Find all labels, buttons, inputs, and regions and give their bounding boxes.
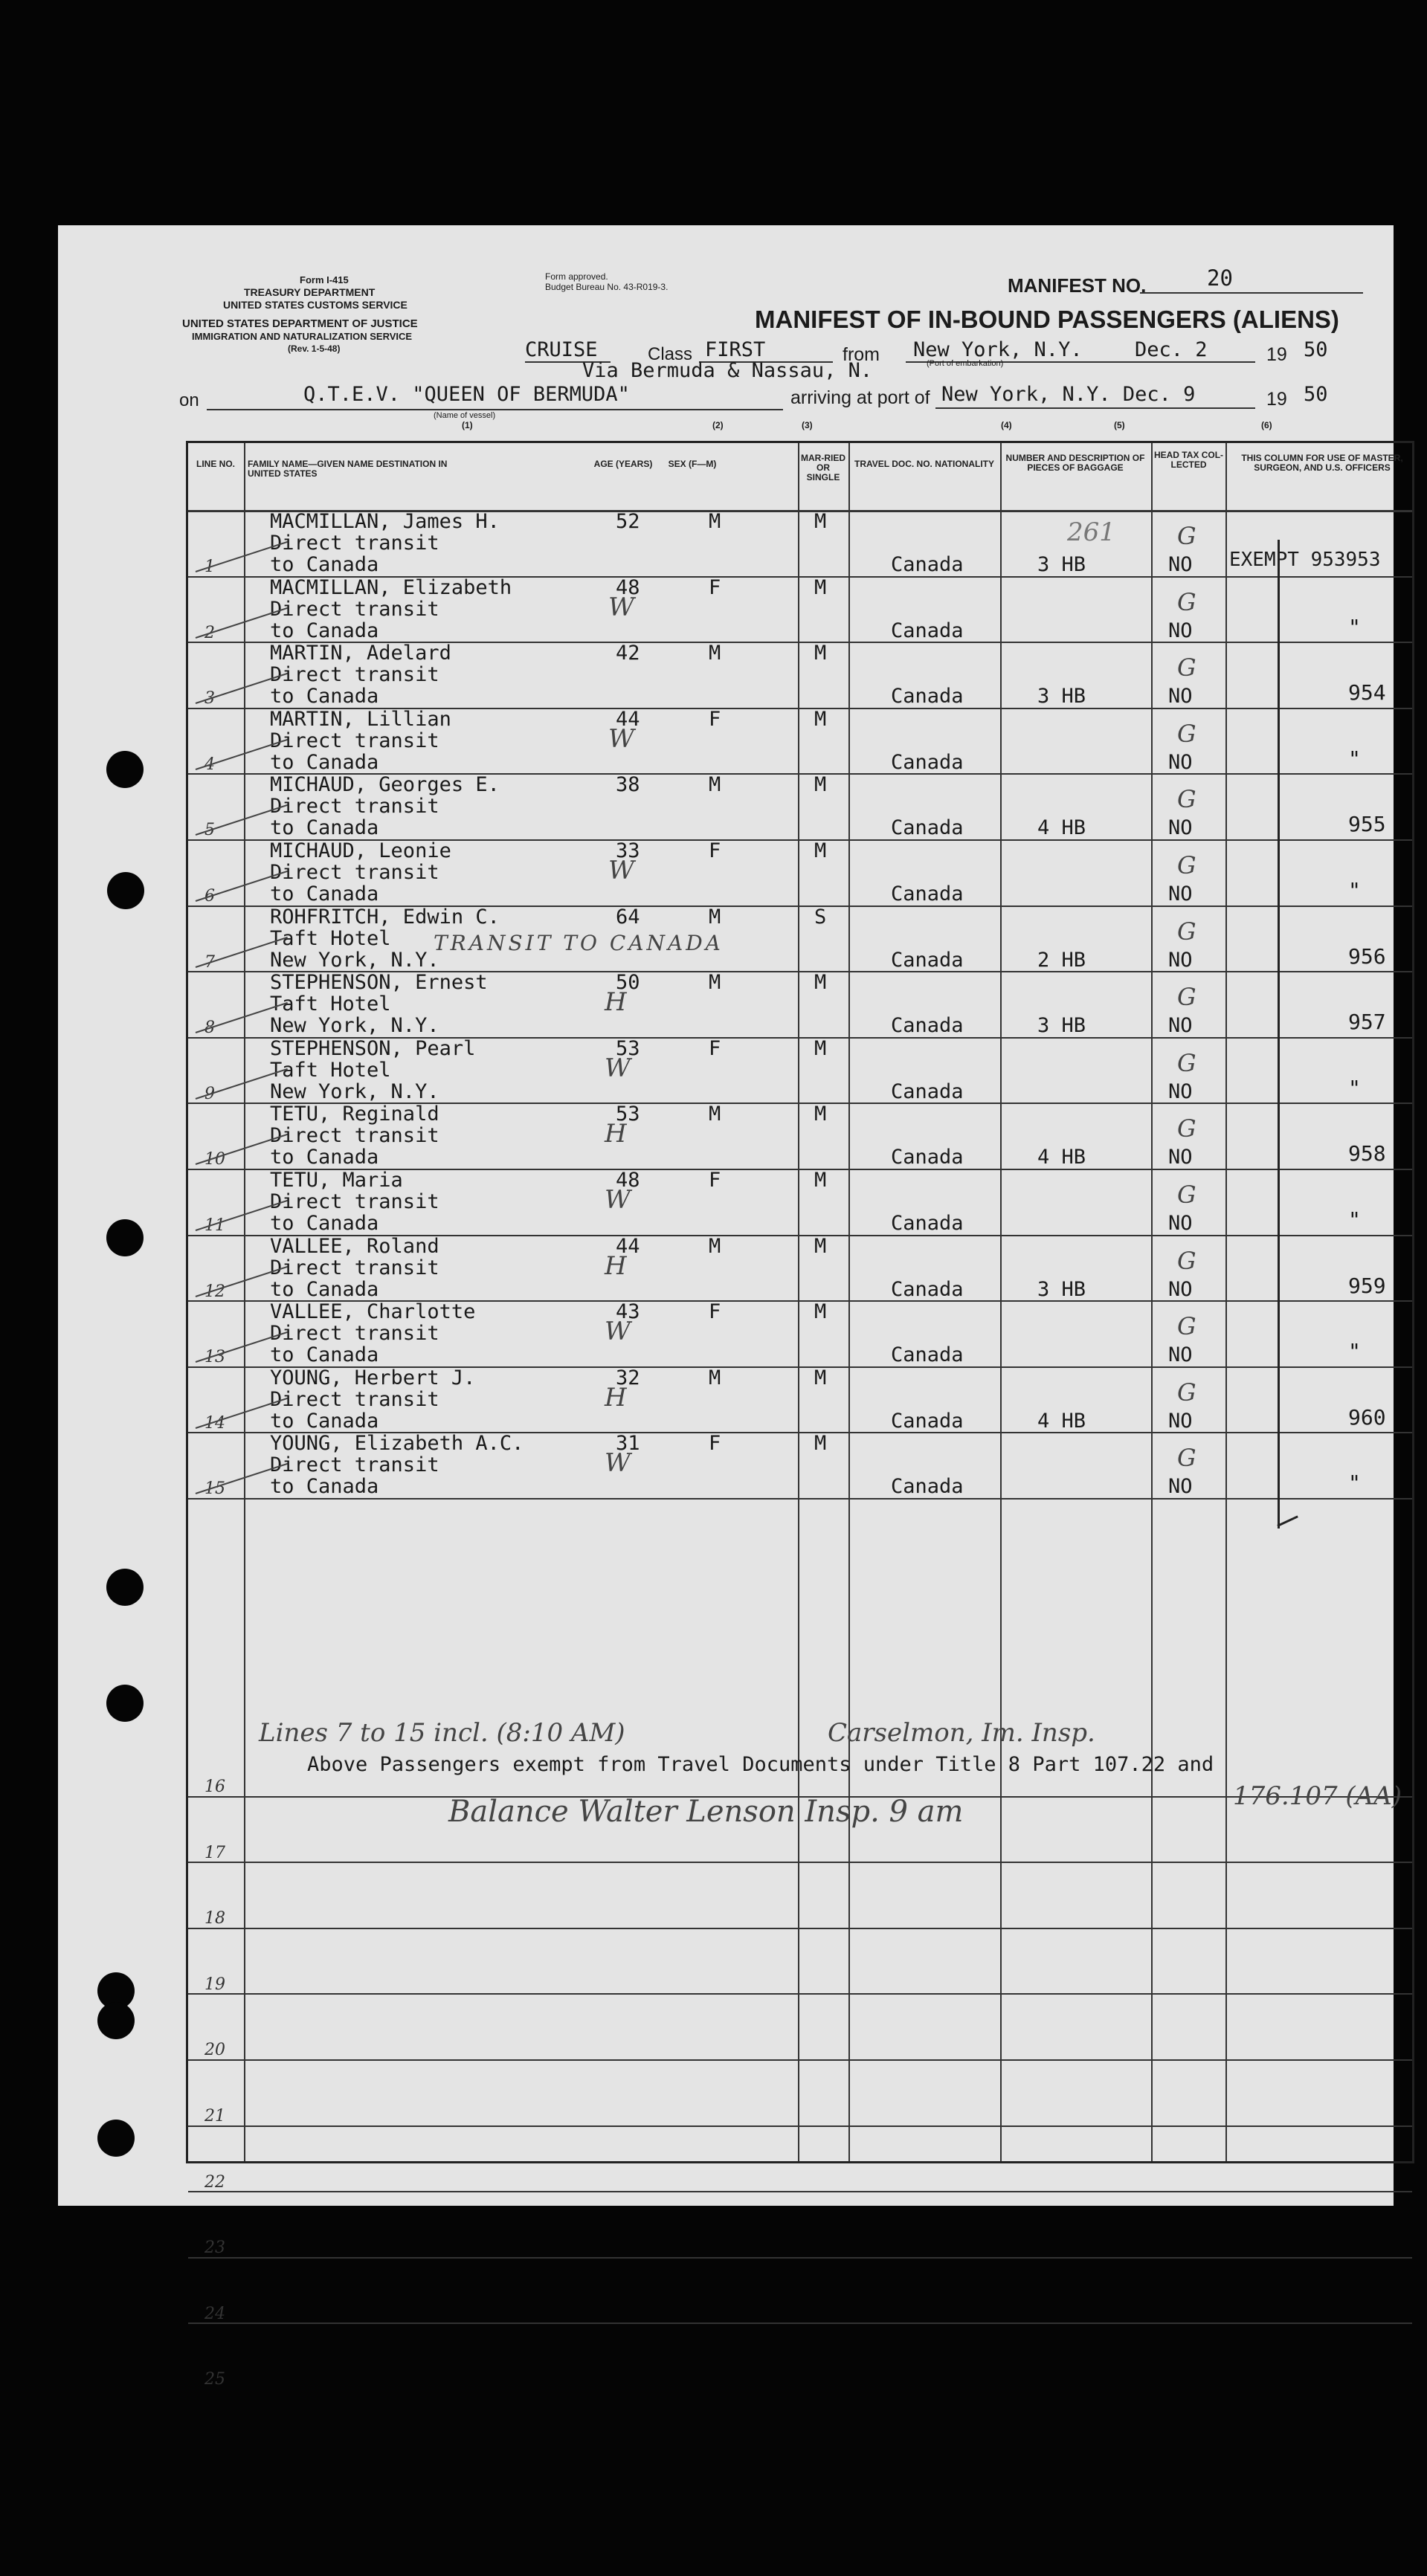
passenger-destination: Direct transit bbox=[270, 1387, 439, 1411]
nationality: Canada bbox=[891, 1277, 964, 1301]
class-label: Class bbox=[648, 344, 693, 364]
passenger-age: 33 bbox=[616, 839, 640, 862]
from-label: from bbox=[843, 344, 880, 365]
col-number-4: (4) bbox=[1001, 420, 1012, 430]
transit-note: TRANSIT TO CANADA bbox=[434, 930, 724, 955]
line-number: 7 bbox=[204, 952, 215, 972]
passenger-age: 43 bbox=[616, 1300, 640, 1324]
nationality: Canada bbox=[891, 1079, 964, 1103]
punch-hole bbox=[97, 2120, 135, 2157]
marital-status: M bbox=[814, 510, 827, 533]
passenger-name: YOUNG, Herbert J. bbox=[270, 1366, 476, 1389]
head-tax: NO bbox=[1168, 882, 1193, 906]
head-tax: NO bbox=[1168, 685, 1193, 708]
head-tax-mark: G bbox=[1177, 1378, 1196, 1407]
head-tax: NO bbox=[1168, 1343, 1193, 1367]
year-prefix: 19 bbox=[1266, 344, 1287, 365]
passenger-destination-2: to Canada bbox=[270, 553, 379, 576]
vessel-note: (Name of vessel) bbox=[434, 411, 496, 420]
via-route: Via Bermuda & Nassau, N. bbox=[582, 359, 873, 382]
header-travel-doc: TRAVEL DOC. NO. NATIONALITY bbox=[854, 459, 994, 469]
marital-status: M bbox=[814, 1366, 827, 1389]
line-number: 13 bbox=[204, 1348, 225, 1367]
passenger-age: 50 bbox=[616, 971, 640, 995]
line-number: 8 bbox=[204, 1019, 215, 1038]
header-baggage: NUMBER AND DESCRIPTION OF PIECES OF BAGGAGE bbox=[1005, 453, 1145, 473]
dept-immigration: IMMIGRATION AND NATURALIZATION SERVICE bbox=[192, 331, 413, 342]
head-tax: NO bbox=[1168, 1212, 1193, 1235]
punch-hole bbox=[97, 2002, 135, 2039]
passenger-name: YOUNG, Elizabeth A.C. bbox=[270, 1432, 524, 1456]
passenger-destination: Taft Hotel bbox=[270, 926, 391, 950]
status-mark: W bbox=[608, 856, 634, 885]
year-prefix-2: 19 bbox=[1266, 389, 1287, 410]
passenger-destination-2: to Canada bbox=[270, 1343, 379, 1367]
baggage-tag-number: 261 bbox=[1067, 517, 1115, 547]
on-label: on bbox=[179, 390, 199, 410]
passenger-destination-2: to Canada bbox=[270, 816, 379, 840]
marital-status: M bbox=[814, 642, 827, 665]
passenger-destination-2: New York, N.Y. bbox=[270, 1014, 439, 1038]
nationality: Canada bbox=[891, 948, 964, 972]
passenger-age: 44 bbox=[616, 707, 640, 731]
head-tax: NO bbox=[1168, 1409, 1193, 1433]
manifest-number: 20 bbox=[1207, 265, 1233, 291]
passenger-sex: M bbox=[709, 905, 721, 929]
passenger-sex: F bbox=[709, 707, 721, 731]
passenger-sex: M bbox=[709, 510, 721, 533]
line-number-empty: 23 bbox=[204, 2238, 225, 2258]
passenger-name: MARTIN, Adelard bbox=[270, 642, 451, 665]
marital-status: M bbox=[814, 773, 827, 797]
passenger-destination: Direct transit bbox=[270, 1453, 439, 1477]
status-mark: W bbox=[605, 1448, 631, 1479]
passenger-age: 32 bbox=[616, 1366, 640, 1389]
passenger-destination-2: to Canada bbox=[270, 750, 379, 774]
passenger-destination-2: New York, N.Y. bbox=[270, 1079, 439, 1103]
line-number: 4 bbox=[204, 755, 215, 774]
header-name: FAMILY NAME—GIVEN NAME DESTINATION IN UNITED STATES bbox=[248, 459, 448, 479]
arriving-port: New York, N.Y. Dec. 9 bbox=[941, 383, 1196, 406]
head-tax-mark: G bbox=[1177, 1181, 1196, 1209]
head-tax: NO bbox=[1168, 1146, 1193, 1169]
line-number: 11 bbox=[204, 1216, 225, 1235]
passenger-age: 53 bbox=[616, 1103, 640, 1126]
officer-entry: 959 bbox=[1348, 1273, 1386, 1298]
status-mark: W bbox=[608, 592, 634, 622]
manifest-label: MANIFEST NO. bbox=[1008, 274, 1147, 297]
passenger-name: VALLEE, Charlotte bbox=[270, 1300, 476, 1324]
status-mark: W bbox=[605, 1317, 631, 1347]
header-officers: THIS COLUMN FOR USE OF MASTER, SURGEON, AND U.S. OFFICERS bbox=[1241, 453, 1403, 473]
line-number-empty: 21 bbox=[204, 2107, 225, 2125]
vessel-name: Q.T.E.V. "QUEEN OF BERMUDA" bbox=[303, 383, 630, 406]
line-number: 6 bbox=[204, 887, 215, 906]
nationality: Canada bbox=[891, 1212, 964, 1235]
punch-hole bbox=[107, 872, 144, 909]
officer-entry: 958 bbox=[1348, 1141, 1386, 1166]
port-note: (Port of embarkation) bbox=[927, 359, 1004, 368]
passenger-sex: M bbox=[709, 642, 721, 665]
nationality: Canada bbox=[891, 1475, 964, 1499]
baggage: 4 HB bbox=[1037, 1146, 1086, 1169]
passenger-sex: F bbox=[709, 575, 721, 599]
head-tax-mark: G bbox=[1177, 1444, 1196, 1473]
col-number-5: (5) bbox=[1114, 420, 1125, 430]
nationality: Canada bbox=[891, 1146, 964, 1169]
dept-treasury: TREASURY DEPARTMENT bbox=[244, 286, 376, 298]
passenger-sex: M bbox=[709, 1103, 721, 1126]
passenger-name: STEPHENSON, Pearl bbox=[270, 1036, 476, 1060]
punch-hole bbox=[106, 751, 144, 788]
lines-note: Lines 7 to 15 incl. (8:10 AM) bbox=[259, 1718, 625, 1748]
passenger-destination: Taft Hotel bbox=[270, 1058, 391, 1082]
passenger-sex: F bbox=[709, 839, 721, 862]
head-tax-mark: G bbox=[1177, 719, 1196, 748]
from-date: Dec. 2 bbox=[1135, 338, 1208, 361]
form-revision: (Rev. 1-5-48) bbox=[288, 343, 341, 354]
line-number-empty: 16 bbox=[204, 1778, 225, 1796]
punch-hole bbox=[106, 1219, 144, 1256]
passenger-destination: Direct transit bbox=[270, 663, 439, 687]
col-number-6: (6) bbox=[1261, 420, 1272, 430]
head-tax: NO bbox=[1168, 948, 1193, 972]
officer-bracket-line bbox=[1278, 540, 1280, 1529]
officer-entry: EXEMPT 953953 bbox=[1229, 549, 1381, 571]
line-number: 5 bbox=[204, 821, 215, 840]
passenger-destination-2: to Canada bbox=[270, 619, 379, 642]
passenger-age: 48 bbox=[616, 1169, 640, 1192]
passenger-destination-2: to Canada bbox=[270, 1409, 379, 1433]
punch-hole bbox=[106, 1569, 144, 1606]
nationality: Canada bbox=[891, 882, 964, 906]
line-number-empty: 25 bbox=[204, 2370, 225, 2389]
status-mark: W bbox=[605, 1185, 631, 1215]
line-number: 2 bbox=[204, 623, 215, 642]
marital-status: M bbox=[814, 707, 827, 731]
status-mark: H bbox=[605, 1250, 627, 1281]
head-tax-mark: G bbox=[1177, 587, 1196, 616]
marital-status: M bbox=[814, 839, 827, 862]
passenger-destination: Direct transit bbox=[270, 532, 439, 555]
nationality: Canada bbox=[891, 619, 964, 642]
passenger-sex: M bbox=[709, 773, 721, 797]
passenger-sex: F bbox=[709, 1432, 721, 1456]
exempt-note-2: 176.107 (AA) bbox=[1233, 1781, 1402, 1811]
passenger-destination-2: to Canada bbox=[270, 882, 379, 906]
officer-bracket-end bbox=[1277, 1515, 1298, 1526]
passenger-name: TETU, Maria bbox=[270, 1169, 403, 1192]
passenger-destination-2: to Canada bbox=[270, 1146, 379, 1169]
budget-bureau: Budget Bureau No. 43-R019-3. bbox=[545, 282, 669, 292]
officer-entry: " bbox=[1348, 878, 1361, 903]
head-tax-mark: G bbox=[1177, 851, 1196, 879]
line-number: 9 bbox=[204, 1084, 215, 1103]
marital-status: M bbox=[814, 1169, 827, 1192]
head-tax: NO bbox=[1168, 816, 1193, 840]
passenger-name: MICHAUD, Leonie bbox=[270, 839, 451, 862]
officer-entry: 956 bbox=[1348, 943, 1386, 969]
passenger-destination: Direct transit bbox=[270, 1190, 439, 1213]
line-number: 1 bbox=[204, 558, 215, 576]
line-number-empty: 17 bbox=[204, 1843, 225, 1862]
marital-status: M bbox=[814, 971, 827, 995]
marital-status: M bbox=[814, 1103, 827, 1126]
head-tax-mark: G bbox=[1177, 1312, 1196, 1341]
nationality: Canada bbox=[891, 1014, 964, 1038]
officer-entry: 954 bbox=[1348, 680, 1386, 706]
col-number-2: (2) bbox=[712, 420, 724, 430]
passenger-destination: Direct transit bbox=[270, 1256, 439, 1279]
from-year: 50 bbox=[1304, 338, 1328, 361]
passenger-destination: Taft Hotel bbox=[270, 992, 391, 1016]
line-number-empty: 20 bbox=[204, 2041, 225, 2060]
status-mark: H bbox=[605, 1382, 627, 1413]
header-head-tax: HEAD TAX COL-LECTED bbox=[1153, 450, 1224, 470]
passenger-destination: Direct transit bbox=[270, 1322, 439, 1346]
nationality: Canada bbox=[891, 1409, 964, 1433]
line-number: 10 bbox=[204, 1150, 225, 1169]
form-number: Form I-415 bbox=[300, 274, 349, 285]
status-mark: W bbox=[605, 1053, 631, 1083]
nationality: Canada bbox=[891, 553, 964, 576]
line-number: 15 bbox=[204, 1479, 225, 1499]
passenger-name: MACMILLAN, James H. bbox=[270, 510, 500, 533]
passenger-destination: Direct transit bbox=[270, 597, 439, 621]
passenger-age: 44 bbox=[616, 1234, 640, 1258]
line-number: 3 bbox=[204, 689, 215, 708]
balance-signature: Balance Walter Lenson Insp. 9 am bbox=[448, 1795, 964, 1829]
marital-status: M bbox=[814, 575, 827, 599]
passenger-name: TETU, Reginald bbox=[270, 1103, 439, 1126]
dept-customs: UNITED STATES CUSTOMS SERVICE bbox=[223, 299, 408, 311]
officer-entry: " bbox=[1348, 746, 1361, 771]
passenger-destination-2: to Canada bbox=[270, 1475, 379, 1499]
officer-entry: " bbox=[1348, 1471, 1361, 1496]
arrive-year: 50 bbox=[1304, 383, 1328, 406]
status-mark: W bbox=[608, 723, 634, 754]
arriving-label: arriving at port of bbox=[790, 387, 930, 408]
head-tax-mark: G bbox=[1177, 917, 1196, 946]
passenger-sex: F bbox=[709, 1169, 721, 1192]
manifest-page bbox=[58, 225, 1403, 2389]
officer-entry: " bbox=[1348, 614, 1361, 639]
officer-entry: " bbox=[1348, 1075, 1361, 1100]
head-tax: NO bbox=[1168, 553, 1193, 576]
head-tax-mark: G bbox=[1177, 522, 1196, 550]
head-tax: NO bbox=[1168, 1014, 1193, 1038]
marital-status: M bbox=[814, 1036, 827, 1060]
head-tax: NO bbox=[1168, 1475, 1193, 1499]
passenger-destination-2: New York, N.Y. bbox=[270, 948, 439, 972]
passenger-age: 42 bbox=[616, 642, 640, 665]
passenger-name: MACMILLAN, Elizabeth bbox=[270, 575, 512, 599]
baggage: 3 HB bbox=[1037, 1277, 1086, 1301]
passenger-age: 48 bbox=[616, 575, 640, 599]
passenger-name: ROHFRITCH, Edwin C. bbox=[270, 905, 500, 929]
passenger-sex: F bbox=[709, 1300, 721, 1324]
passenger-destination-2: to Canada bbox=[270, 685, 379, 708]
marital-status: S bbox=[814, 905, 827, 929]
line-number-empty: 19 bbox=[204, 1975, 225, 1994]
passenger-age: 31 bbox=[616, 1432, 640, 1456]
passenger-age: 52 bbox=[616, 510, 640, 533]
baggage: 3 HB bbox=[1037, 1014, 1086, 1038]
passenger-age: 38 bbox=[616, 773, 640, 797]
officer-entry: 955 bbox=[1348, 812, 1386, 837]
header-age: AGE (YEARS) bbox=[593, 459, 653, 469]
class-value: FIRST bbox=[705, 338, 766, 361]
passenger-destination-2: to Canada bbox=[270, 1277, 379, 1301]
nationality: Canada bbox=[891, 1343, 964, 1367]
line-number-empty: 24 bbox=[204, 2304, 225, 2323]
head-tax-mark: G bbox=[1177, 1246, 1196, 1275]
line-number: 12 bbox=[204, 1282, 225, 1301]
header-sex: SEX (F—M) bbox=[668, 459, 717, 469]
inspector-signature: Carselmon, Im. Insp. bbox=[828, 1718, 1095, 1748]
passenger-name: MICHAUD, Georges E. bbox=[270, 773, 500, 797]
baggage: 4 HB bbox=[1037, 1409, 1086, 1433]
form-approved: Form approved. bbox=[545, 271, 608, 282]
passenger-destination-2: to Canada bbox=[270, 1212, 379, 1235]
baggage: 3 HB bbox=[1037, 553, 1086, 576]
marital-status: M bbox=[814, 1300, 827, 1324]
head-tax-mark: G bbox=[1177, 983, 1196, 1012]
head-tax-mark: G bbox=[1177, 653, 1196, 682]
passenger-name: VALLEE, Roland bbox=[270, 1234, 439, 1258]
header-line-no: LINE NO. bbox=[196, 459, 235, 469]
officer-entry: 957 bbox=[1348, 1010, 1386, 1035]
head-tax: NO bbox=[1168, 1277, 1193, 1301]
passenger-destination: Direct transit bbox=[270, 795, 439, 819]
from-port: New York, N.Y. bbox=[913, 338, 1083, 361]
status-mark: H bbox=[605, 987, 627, 1018]
passenger-age: 64 bbox=[616, 905, 640, 929]
manifest-title: MANIFEST OF IN-BOUND PASSENGERS (ALIENS) bbox=[755, 306, 1339, 333]
col-number-3: (3) bbox=[802, 420, 813, 430]
passenger-destination: Direct transit bbox=[270, 861, 439, 884]
passenger-sex: M bbox=[709, 1366, 721, 1389]
passenger-destination: Direct transit bbox=[270, 729, 439, 752]
officer-entry: " bbox=[1348, 1207, 1361, 1232]
exempt-note: Above Passengers exempt from Travel Documents under Title 8 Part 107.22 and bbox=[307, 1753, 1214, 1776]
head-tax-mark: G bbox=[1177, 1048, 1196, 1077]
officer-entry: " bbox=[1348, 1339, 1361, 1364]
passenger-name: STEPHENSON, Ernest bbox=[270, 971, 488, 995]
officer-entry: 960 bbox=[1348, 1404, 1386, 1430]
col-number-1: (1) bbox=[462, 420, 473, 430]
baggage: 2 HB bbox=[1037, 948, 1086, 972]
passenger-table bbox=[186, 441, 1414, 2389]
head-tax: NO bbox=[1168, 1079, 1193, 1103]
passenger-sex: M bbox=[709, 1234, 721, 1258]
head-tax: NO bbox=[1168, 619, 1193, 642]
passenger-sex: F bbox=[709, 1036, 721, 1060]
marital-status: M bbox=[814, 1234, 827, 1258]
nationality: Canada bbox=[891, 685, 964, 708]
nationality: Canada bbox=[891, 750, 964, 774]
line-number: 14 bbox=[204, 1413, 225, 1433]
baggage: 4 HB bbox=[1037, 816, 1086, 840]
head-tax-mark: G bbox=[1177, 1114, 1196, 1143]
passenger-name: MARTIN, Lillian bbox=[270, 707, 451, 731]
passenger-sex: M bbox=[709, 971, 721, 995]
header-marital: MAR-RIED OR SINGLE bbox=[801, 453, 845, 482]
head-tax: NO bbox=[1168, 750, 1193, 774]
passenger-destination: Direct transit bbox=[270, 1124, 439, 1148]
nationality: Canada bbox=[891, 816, 964, 840]
cruise-label: CRUISE bbox=[525, 338, 598, 361]
punch-hole bbox=[106, 1685, 144, 1722]
baggage: 3 HB bbox=[1037, 685, 1086, 708]
dept-justice: UNITED STATES DEPARTMENT OF JUSTICE bbox=[182, 317, 418, 330]
line-number-empty: 22 bbox=[204, 2172, 225, 2192]
line-number-empty: 18 bbox=[204, 1909, 225, 1928]
status-mark: H bbox=[605, 1119, 627, 1149]
passenger-age: 53 bbox=[616, 1036, 640, 1060]
marital-status: M bbox=[814, 1432, 827, 1456]
head-tax-mark: G bbox=[1177, 785, 1196, 814]
